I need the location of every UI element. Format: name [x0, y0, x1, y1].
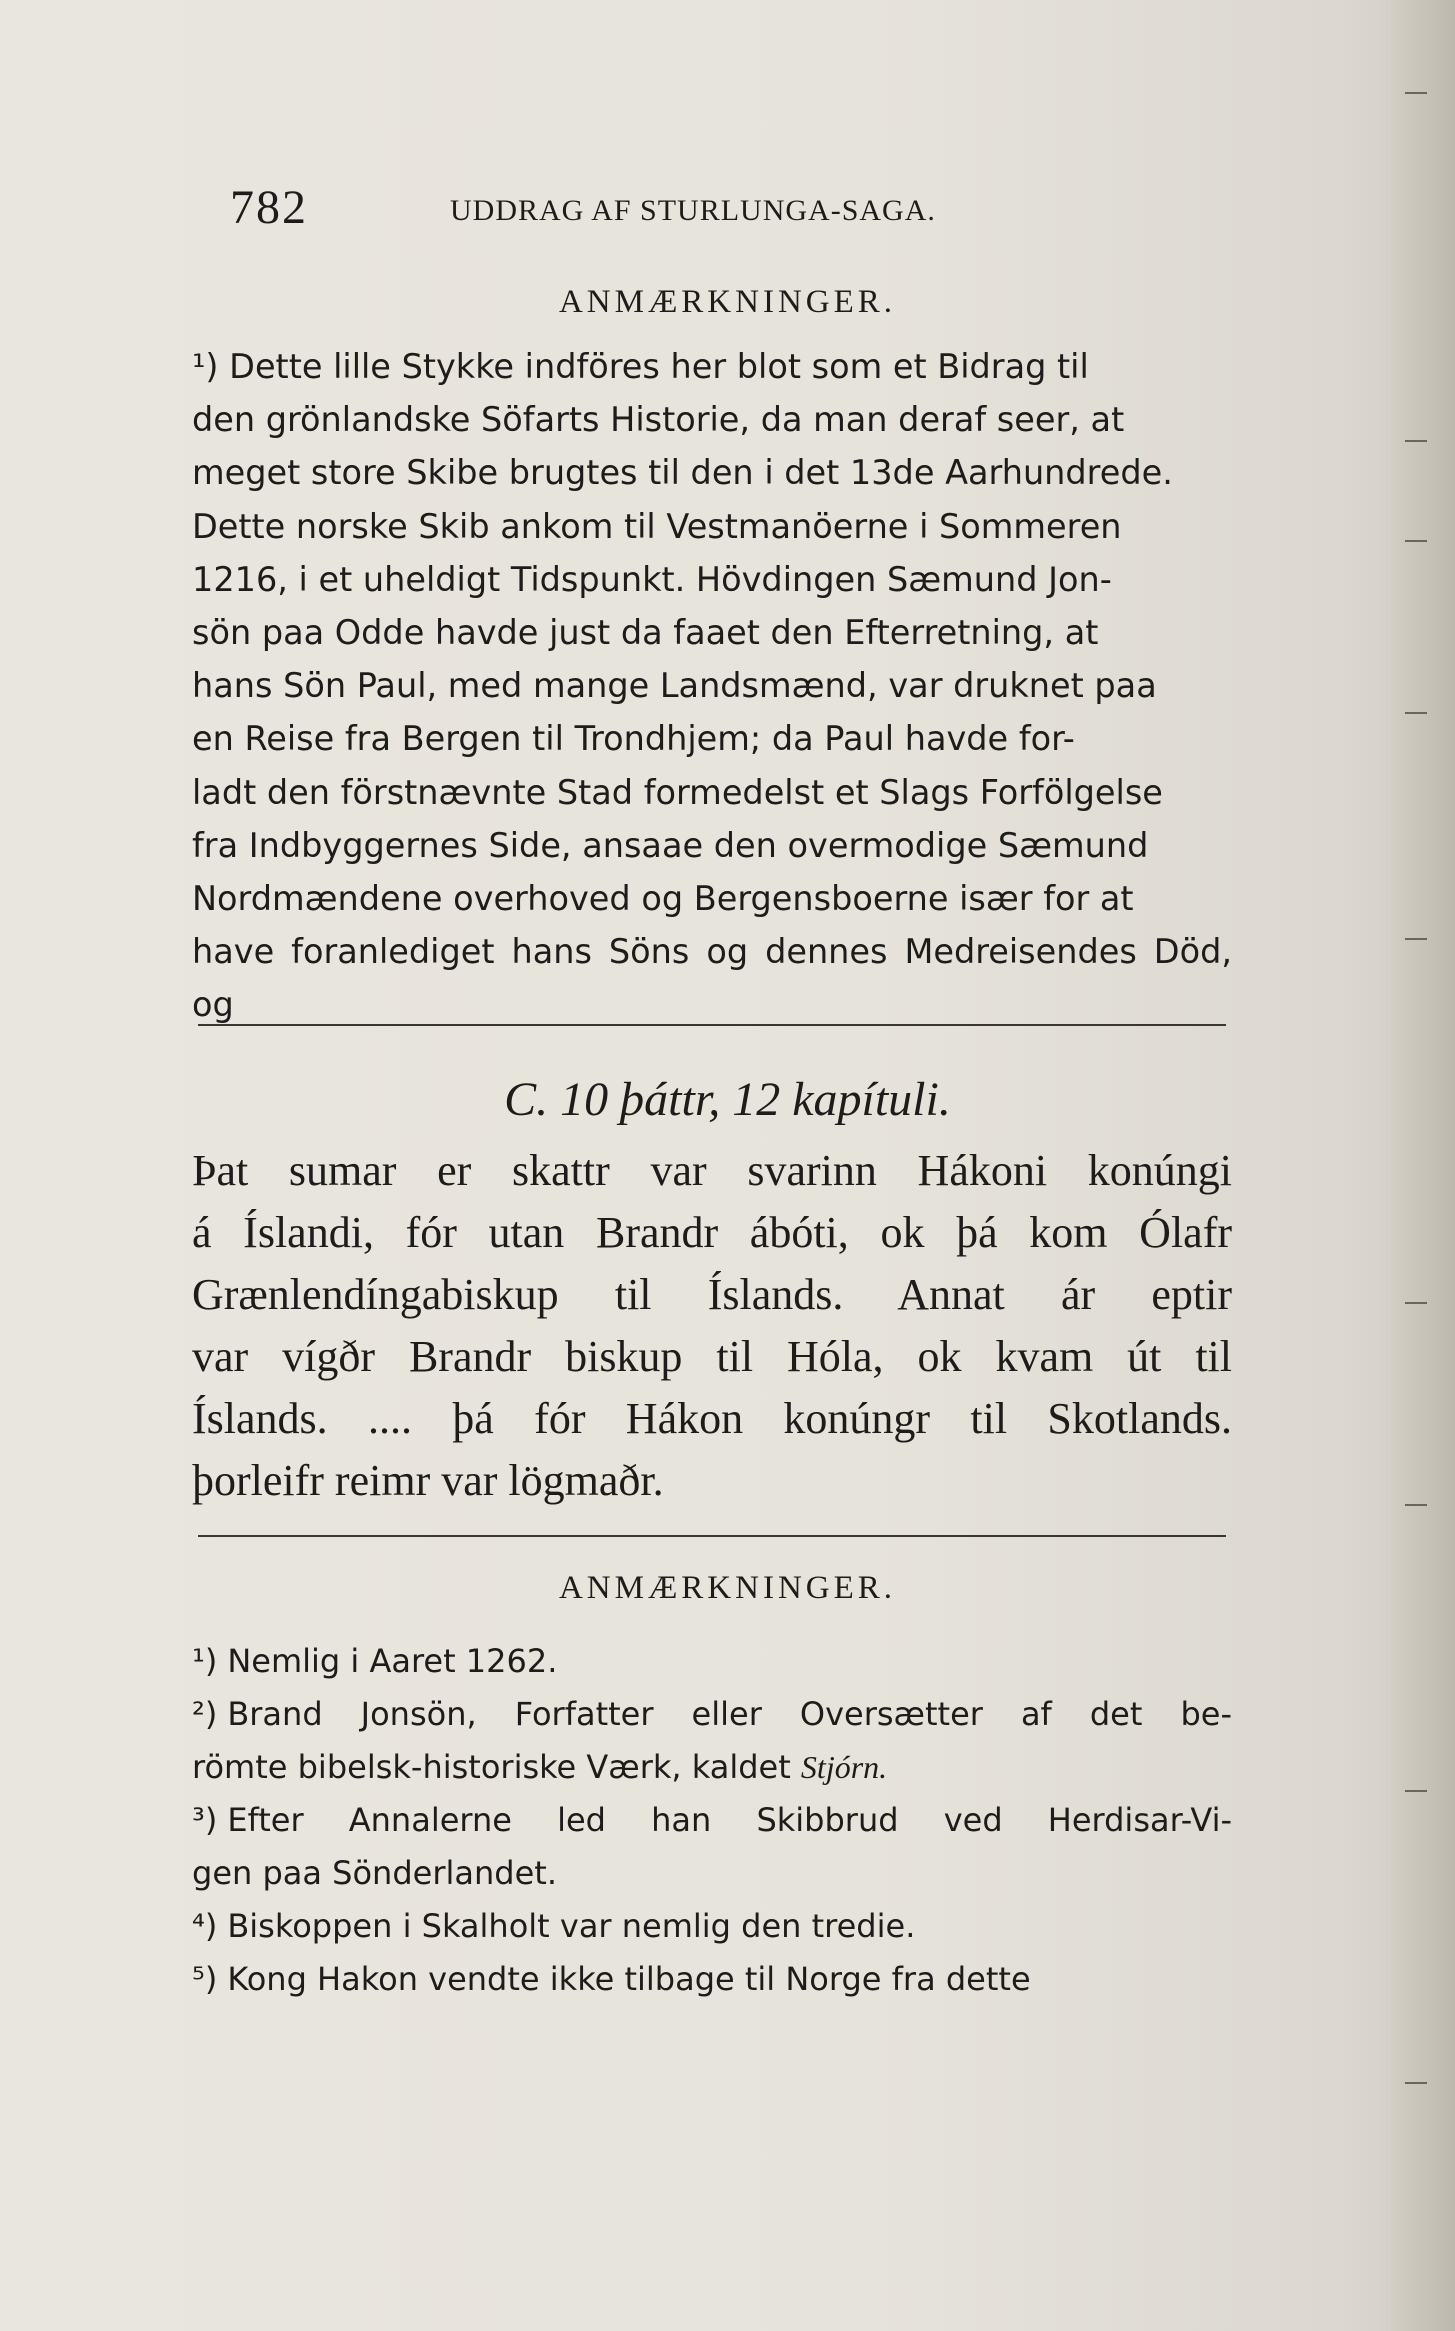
- margin-mark: [1405, 540, 1427, 542]
- margin-mark: [1405, 440, 1427, 442]
- footnote-text: römte bibelsk-historiske Værk, kaldet: [192, 1748, 791, 1786]
- note-line: hans Sön Paul, med mange Landsmænd, var druknet paa: [192, 666, 1157, 706]
- note-line: have foranlediget hans Söns og dennes Medreisendes Död, og: [192, 932, 1232, 1025]
- footnote-text: Biskoppen i Skalholt var nemlig den tredie.: [227, 1907, 916, 1945]
- notes-block-1: [192, 340, 1232, 1032]
- divider-rule: [198, 1024, 1226, 1026]
- footnote-4: [192, 1900, 1232, 1953]
- notes-block-2: [192, 1635, 1232, 2006]
- footnote-3: [192, 1794, 1232, 1847]
- running-title: UDDRAG AF STURLUNGA-SAGA.: [450, 194, 936, 227]
- saga-line: Grænlendíngabiskup til Íslands. Annat ár eptir: [192, 1270, 1232, 1319]
- margin-mark: [1405, 1790, 1427, 1792]
- note-line: Dette norske Skib ankom til Vestmanöerne i Sommeren: [192, 506, 1122, 546]
- saga-line: þorleifr reimr var lögmaðr.: [192, 1456, 664, 1505]
- saga-line: á Íslandi, fór utan Brandr ábóti, ok þá kom Ólafr: [192, 1208, 1232, 1257]
- footnote-number: ³): [192, 1801, 218, 1839]
- footnote-number: ²): [192, 1695, 218, 1733]
- note-line: ¹) Dette lille Stykke indföres her blot som et Bidrag til: [192, 347, 1089, 386]
- saga-line: var vígðr Brandr biskup til Hóla, ok kvam út til: [192, 1332, 1232, 1381]
- footnote-text: Efter Annalerne led han Skibbrud ved Herdisar-Vi-: [227, 1801, 1232, 1839]
- footnote-5: [192, 1953, 1232, 2006]
- note-line: 1216, i et uheldigt Tidspunkt. Hövdingen Sæmund Jon-: [192, 559, 1112, 599]
- note-line: sön paa Odde havde just da faaet den Efterretning, at: [192, 613, 1099, 653]
- note-line: fra Indbyggernes Side, ansaae den overmodige Sæmund: [192, 825, 1149, 865]
- margin-mark: [1405, 2082, 1427, 2084]
- margin-mark: [1405, 1504, 1427, 1506]
- footnote-number: ⁴): [192, 1907, 218, 1945]
- divider-rule: [198, 1535, 1226, 1537]
- footnote-1: [192, 1635, 1232, 1688]
- margin-mark: [1405, 712, 1427, 714]
- margin-mark: [1405, 92, 1427, 94]
- saga-text: [192, 1140, 1232, 1512]
- note-line: Nordmændene overhoved og Bergensboerne især for at: [192, 879, 1134, 919]
- footnote-2-continued: [192, 1741, 1232, 1794]
- notes-heading-2: ANMÆRKNINGER.: [558, 1570, 897, 1606]
- note-line: den grönlandske Söfarts Historie, da man deraf seer, at: [192, 400, 1125, 440]
- saga-line: Þat sumar er skattr var svarinn Hákoni konúngi: [192, 1146, 1232, 1195]
- notes-heading-1: ANMÆRKNINGER.: [558, 284, 897, 320]
- note-line: ladt den förstnævnte Stad formedelst et Slags Forfölgelse: [192, 772, 1163, 812]
- footnote-number: ⁵): [192, 1960, 218, 1998]
- page-header: [230, 180, 1230, 235]
- footnote-text: gen paa Sönderlandet.: [192, 1854, 557, 1892]
- page-gutter: [1385, 0, 1455, 2331]
- footnote-text: Kong Hakon vendte ikke tilbage til Norge fra dette: [227, 1960, 1031, 1998]
- saga-line: Íslands. .... þá fór Hákon konúngr til Skotlands.: [192, 1394, 1232, 1443]
- margin-mark: [1405, 938, 1427, 940]
- footnote-number: ¹): [192, 1642, 218, 1680]
- saga-heading: C. 10 þáttr, 12 kapítuli.: [504, 1073, 951, 1126]
- footnote-3-continued: [192, 1847, 1232, 1900]
- footnote-italic-title: Stjórn.: [800, 1749, 888, 1785]
- note-line: meget store Skibe brugtes til den i det 13de Aarhundrede.: [192, 453, 1173, 493]
- footnote-2: [192, 1688, 1232, 1741]
- footnote-text: Brand Jonsön, Forfatter eller Oversætter af det be-: [227, 1695, 1232, 1733]
- footnote-text: Nemlig i Aaret 1262.: [227, 1642, 558, 1680]
- margin-mark: [1405, 1302, 1427, 1304]
- page-number: 782: [230, 181, 308, 234]
- note-line: en Reise fra Bergen til Trondhjem; da Paul havde for-: [192, 719, 1075, 759]
